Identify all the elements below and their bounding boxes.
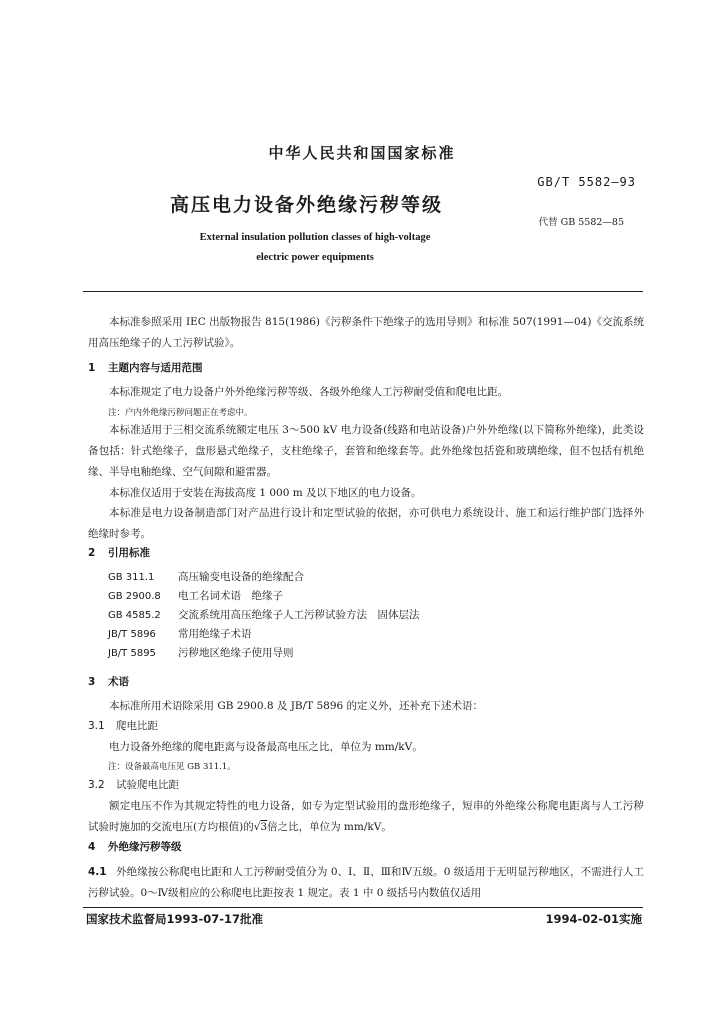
replaces-standard: 代替 GB 5582—85 [538, 217, 624, 228]
section-title: 外绝缘污秽等级 [108, 841, 182, 853]
section-1-note: 注：户内外绝缘污秽问题正在考虑中。 [108, 408, 253, 418]
ref-code: JB/T 5896 [108, 629, 156, 640]
section-title: 主题内容与适用范围 [108, 362, 203, 374]
ref-code: GB 2900.8 [108, 591, 161, 602]
subsection-title: 试验爬电比距 [116, 779, 179, 791]
ref-name: 高压输变电设备的绝缘配合 [178, 571, 304, 583]
list-item [108, 644, 420, 663]
subsection-4-1-body: 外绝缘按公称爬电比距和人工污秽耐受值分为 0、Ⅰ、Ⅱ、Ⅲ和Ⅳ五级。0 级适用于无明显污秽地区，不需进行人工污秽试验。0～Ⅳ级相应的公称爬电比距按表 1 规定。表 1 中 0 级括号内数值仅适用 [88, 866, 644, 899]
implementation-date: 1994-02-01实施 [545, 912, 642, 926]
section-number: 1 [88, 362, 96, 374]
english-title-line-1: External insulation pollution classes of high-voltage [199, 232, 431, 243]
sqrt-symbol: √ [253, 821, 261, 833]
ref-code: JB/T 5895 [108, 648, 156, 659]
list-item [108, 625, 420, 644]
section-3-paragraph: 本标准所用术语除采用 GB 2900.8 及 JB/T 5896 的定义外，还补充下述术语： [109, 700, 484, 712]
header-divider [83, 291, 643, 292]
subsection-3-1-heading [88, 716, 158, 736]
section-3-heading [88, 672, 129, 692]
subsection-3-2-text [88, 796, 644, 838]
section-number: 4 [88, 841, 96, 853]
subsection-3-1-note: 注：设备最高电压见 GB 311.1。 [108, 762, 236, 772]
section-number: 2 [88, 547, 96, 559]
ref-name: 常用绝缘子术语 [178, 628, 252, 640]
list-item [108, 606, 420, 625]
subsection-3-2-text-a: 额定电压不作为其规定特性的电力设备，如专为定型试验用的盘形绝缘子，短串的外绝缘公称爬电距离与人工污秽试验时施加的交流电压(方均根值)的 [88, 800, 644, 833]
section-1-paragraph-4: 本标准是电力设备制造部门对产品进行设计和定型试验的依据，亦可供电力系统设计、施工和运行维护部门选择外绝缘时参考。 [88, 507, 644, 540]
section-2-heading [88, 543, 150, 563]
list-item [108, 568, 420, 587]
sqrt-value: 3 [260, 821, 268, 833]
ref-code: GB 4585.2 [108, 610, 161, 621]
subsection-number: 4.1 [88, 866, 107, 878]
section-1-paragraph-2: 本标准适用于三相交流系统额定电压 3～500 kV 电力设备(线路和电站设备)户外外绝缘(以下简称外绝缘)，此类设备包括：针式绝缘子，盘形悬式绝缘子，支柱绝缘子，套管和绝缘套等。此外绝缘包括瓷和玻璃绝缘，但不包括有机绝缘、半导电釉绝缘、空气间隙和避雷器。 [88, 424, 644, 478]
section-1-paragraph-3: 本标准仅适用于安装在海拔高度 1 000 m 及以下地区的电力设备。 [109, 487, 422, 499]
section-1-heading [88, 358, 203, 378]
subsection-3-2-heading [88, 775, 179, 795]
section-title: 引用标准 [108, 547, 150, 559]
national-standard-label: 中华人民共和国国家标准 [268, 144, 456, 162]
section-1-paragraph-1: 本标准规定了电力设备户外外绝缘污秽等级、各级外绝缘人工污秽耐受值和爬电比距。 [109, 386, 508, 398]
english-title-line-2: electric power equipments [256, 252, 374, 263]
document-title: 高压电力设备外绝缘污秽等级 [170, 194, 444, 216]
list-item [108, 587, 420, 606]
standard-code: GB/T 5582—93 [537, 175, 636, 189]
ref-name: 交流系统用高压绝缘子人工污秽试验方法 固体层法 [178, 609, 420, 621]
subsection-4-1-text [88, 862, 644, 904]
subsection-3-2-text-b: 倍之比，单位为 mm/kV。 [267, 821, 392, 833]
ref-name: 污秽地区绝缘子使用导则 [178, 647, 294, 659]
referenced-standards-list [108, 568, 420, 663]
section-number: 3 [88, 676, 96, 688]
subsection-number: 3.2 [88, 779, 105, 791]
footer-divider [83, 907, 643, 908]
ref-name: 电工名词术语 绝缘子 [178, 590, 283, 602]
subsection-3-1-text: 电力设备外绝缘的爬电距离与设备最高电压之比，单位为 mm/kV。 [109, 741, 423, 753]
subsection-number: 3.1 [88, 720, 105, 732]
intro-paragraph: 本标准参照采用 IEC 出版物报告 815(1986)《污秽条件下绝缘子的选用导则》和标准 507(1991—04)《交流系统用高压绝缘子的人工污秽试验》。 [88, 316, 644, 349]
ref-code: GB 311.1 [108, 572, 155, 583]
section-4-heading [88, 837, 182, 857]
english-title [160, 228, 470, 268]
subsection-title: 爬电比距 [116, 720, 158, 732]
section-title: 术语 [108, 676, 129, 688]
approval-date: 国家技术监督局1993-07-17批准 [86, 912, 264, 926]
